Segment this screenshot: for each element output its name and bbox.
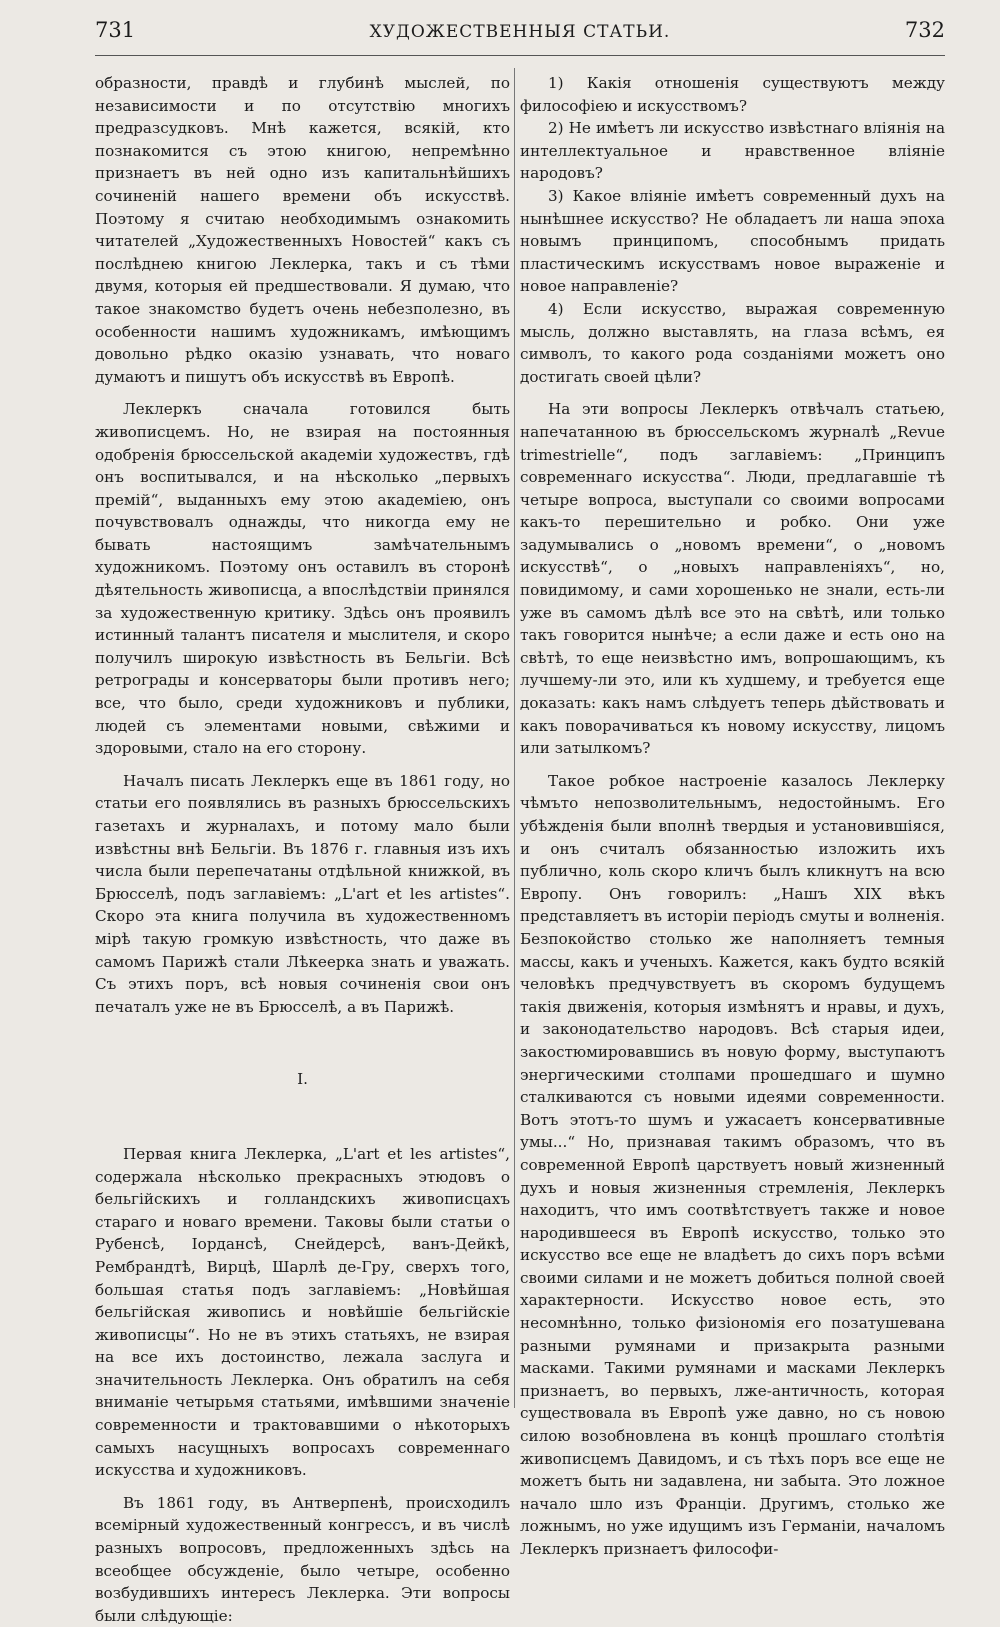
page-header: [95, 18, 945, 52]
section-number: I.: [297, 1070, 308, 1089]
spacer: [520, 760, 945, 770]
paragraph: Такое робкое настроеніе казалось Леклерку чѣмъто непозволительнымъ, недостойнымъ. Его убѣжденія были вполнѣ твердыя и установившіяся, и онъ считалъ обязанностью изложить ихъ публично, коль скоро кличъ былъ кликнутъ на всю Европу. Онъ говорилъ: „Нашъ XIX вѣкъ представляетъ въ исторіи періодъ смуты и волненія. Безпокойство столько же наполняетъ темныя массы, какъ и ученыхъ. Кажется, какъ будто всякій человѣкъ предчувствуетъ въ скоромъ будущемъ такія движенія, которыя измѣнятъ и нравы, и духъ, и законодательство народовъ. Всѣ старыя идеи, закостюмировавшись въ новую форму, выступаютъ энергическими столпами прошедшаго и шумно сталкиваются съ новыми идеями современности. Вотъ этотъ-то шумъ и ужасаетъ консервативные умы...“ Но, признавая такимъ образомъ, что въ современной Европѣ царствуетъ новый жизненный духъ и новыя жизненныя стремленія, Леклеркъ находитъ, что имъ соотвѣтствуетъ также и новое народившееся въ Европѣ искусство, только это искусство все еще не владѣетъ до сихъ поръ всѣми своими силами и не можетъ добиться полной своей характерности. Искусство новое есть, это несомнѣнно, только физіономія его позатушевана разными румянами и призакрыта разными масками. Такими румянами и масками Леклеркъ признаетъ, во первыхъ, лже-античность, которая существовала въ Европѣ уже давно, но съ новою силою возобновлена въ концѣ прошлаго столѣтія живописцемъ Давидомъ, и съ тѣхъ поръ все еще не можетъ быть ни задавлена, ни забыта. Это ложное начало шло изъ Франціи. Другимъ, столько же ложнымъ, но уже идущимъ изъ Германіи, началомъ Леклеркъ признаетъ философи-: [520, 771, 945, 1558]
paragraph: образности, правдѣ и глубинѣ мыслей, по независимости и по отсутствію многихъ предразсудковъ. Мнѣ кажется, всякій, кто познакомится съ этою книгою, непремѣнно признаетъ въ ней одно изъ капитальнѣйшихъ сочиненій нашего времени объ искусствѣ. Поэтому я считаю необходимымъ ознакомить читателей „Художественныхъ Новостей“ какъ съ послѣднею книгою Леклерка, такъ и съ тѣми двумя, которыя ей предшествовали. Я думаю, что такое знакомство будетъ очень небезполезно, въ особенности нашимъ художникамъ, имѣющимъ довольно рѣдко оказію узнавать, что новаго думаютъ и пишутъ объ искусствѣ въ Европѣ.: [95, 74, 510, 386]
spacer: [95, 1482, 510, 1492]
right-column: [520, 72, 945, 1561]
paragraph: Леклеркъ сначала готовился быть живописцемъ. Но, не взирая на постоянныя одобренія брюссельской академіи художествъ, гдѣ онъ воспитывался, и на нѣсколько „первыхъ премій“, выданныхъ ему этою академіею, онъ почувствовалъ однажды, что никогда ему не бывать настоящимъ замѣчательнымъ художникомъ. Поэтому онъ оставилъ въ сторонѣ дѣятельность живописца, а впослѣдствіи принялся за художественную критику. Здѣсь онъ проявилъ истинный талантъ писателя и мыслителя, и скоро получилъ широкую извѣстность въ Бельгіи. Всѣ ретрограды и консерваторы были противъ него; все, что было, среди художниковъ и публики, людей съ элементами новыми, свѣжими и здоровыми, стало на его сторону.: [95, 400, 510, 758]
question-3: 3) Какое вліяніе имѣетъ современный духъ на нынѣшнее искусство? Не обладаетъ ли наша эпоха новымъ принципомъ, способнымъ придать пластическимъ искусствамъ новое выраженіе и новое направленіе?: [520, 186, 945, 296]
header-rule: [95, 55, 945, 56]
paragraph: Въ 1861 году, въ Антверпенѣ, происходилъ всемірный художественный конгрессъ, и въ числѣ разныхъ вопросовъ, предложенныхъ здѣсь на всеобщее обсужденіе, было четыре, особенно возбудившихъ интересъ Леклерка. Эти вопросы были слѣдующіе:: [95, 1493, 510, 1625]
paragraph: Началъ писать Леклеркъ еще въ 1861 году, но статьи его появлялись въ разныхъ брюссельскихъ газетахъ и журналахъ, и потому мало были извѣстны внѣ Бельгіи. Въ 1876 г. главныя изъ ихъ числа были перепечатаны отдѣльной книжкой, въ Брюсселѣ, подъ заглавіемъ: „L'art et les artistes“. Скоро эта книга получила въ художественномъ мірѣ такую громкую извѣстность, что даже въ самомъ Парижѣ стали Лѣкеерка знать и уважать. Съ этихъ поръ, всѣ новыя сочиненія свои онъ печаталъ уже не въ Брюсселѣ, а въ Парижѣ.: [95, 771, 510, 1016]
question-2: 2) Не имѣетъ ли искусство извѣстнаго вліянія на интеллектуальное и нравственное вліяніе народовъ?: [520, 119, 945, 183]
spacer: [95, 760, 510, 770]
question-4: 4) Если искусство, выражая современную мысль, должно выставлять, на глаза всѣмъ, ея символъ, то какого рода созданіями можетъ оно достигать своей цѣли?: [520, 299, 945, 386]
left-column: [95, 72, 510, 1627]
left-page-number: 731: [95, 18, 136, 42]
right-page-number: 732: [904, 18, 945, 42]
paragraph: Первая книга Леклерка, „L'art et les artistes“, содержала нѣсколько прекрасныхъ этюдовъ о бельгійскихъ и голландскихъ живописцахъ стараго и новаго времени. Таковы были статьи о Рубенсѣ, Іордансѣ, Снейдерсѣ, ванъ-Дейкѣ, Рембрандтѣ, Вирцѣ, Шарлѣ де-Гру, сверхъ того, большая статья подъ заглавіемъ: „Новѣйшая бельгійская живопись и новѣйшіе бельгійскіе живописцы“. Но не въ этихъ статьяхъ, не взирая на все ихъ достоинство, лежала заслуга и значительность Леклерка. Онъ обратилъ на себя вниманіе четырьмя статьями, имѣвшими значеніе современности и трактовавшими о нѣкоторыхъ самыхъ насущныхъ вопросахъ современнаго искусства и художниковъ.: [95, 1144, 510, 1480]
spacer: [520, 388, 945, 398]
paragraph: На эти вопросы Леклеркъ отвѣчалъ статьею, напечатанною въ брюссельскомъ журналѣ „Revue trimestrielle“, подъ заглавіемъ: „Принципъ современнаго искусства“. Люди, предлагавшіе тѣ четыре вопроса, выступали со своими вопросами какъ-то перешительно и робко. Они уже задумывались о „новомъ времени“, о „новомъ искусствѣ“, о „новыхъ направленіяхъ“, но, повидимому, и сами хорошенько не знали, есть-ли уже въ самомъ дѣлѣ все это на свѣтѣ, или только такъ говорится нынѣче; а если даже и есть оно на свѣтѣ, то еще неизвѣстно имъ, вопрошающимъ, къ лучшему-ли это, или къ худшему, и требуется еще доказать: какъ намъ слѣдуетъ теперь дѣйствовать и какъ поворачиваться къ новому искусству, лицомъ или затылкомъ?: [520, 400, 945, 758]
column-divider: [514, 68, 515, 1408]
question-1: 1) Какія отношенія существуютъ между философіею и искусствомъ?: [520, 74, 945, 115]
running-title: ХУДОЖЕСТВЕННЫЯ СТАТЬИ.: [369, 22, 671, 42]
spacer: [95, 388, 510, 398]
